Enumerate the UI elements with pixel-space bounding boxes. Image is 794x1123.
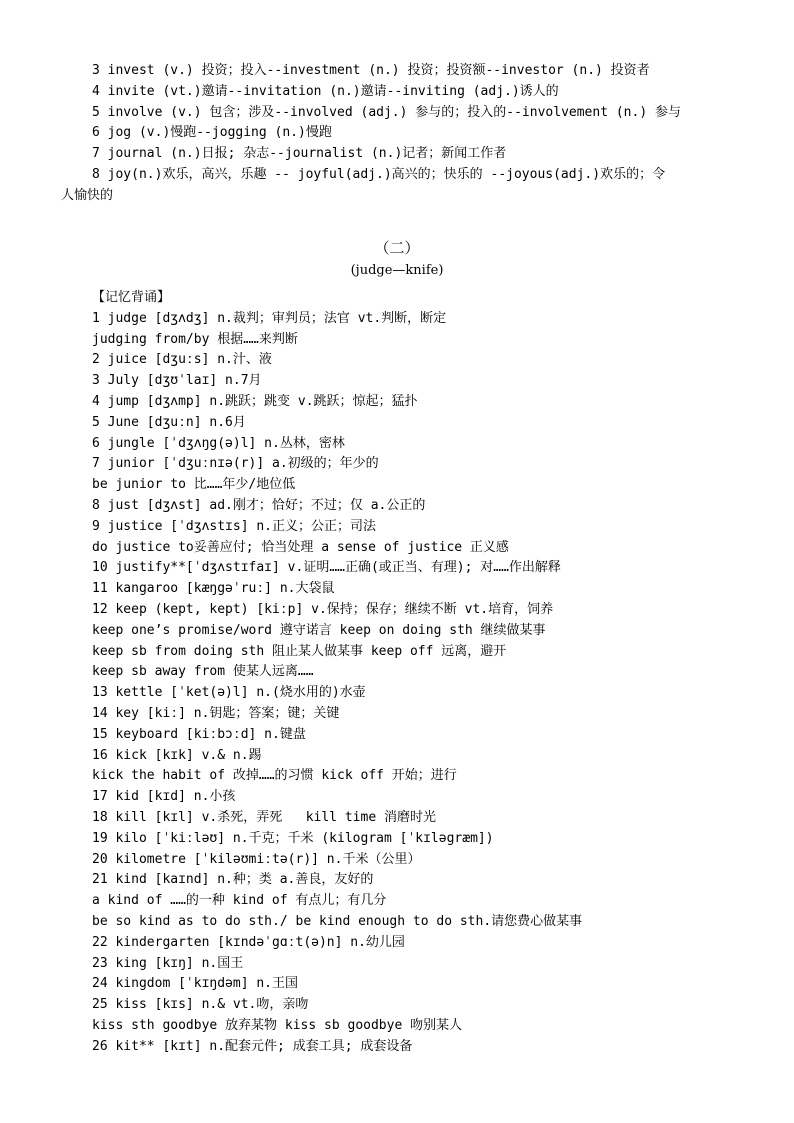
entry-line: 22 kindergarten [kɪndəˈgɑːt(ə)n] n.幼儿园 [92, 934, 405, 950]
entry-line: 7 junior [ˈdʒuːnɪə(r)] a.初级的；年少的 [92, 456, 379, 472]
section-title: （二） [374, 239, 420, 257]
list-item: 3 invest (v.) 投资；投入--investment (n.) 投资；投资额--investor (n.) 投资者 [92, 63, 650, 78]
entry-line: 4 jump [dʒʌmp] n.跳跃；跳变 v.跳跃；惊起；猛扑 [92, 393, 418, 409]
entry-line: 5 June [dʒuːn] n.6月 [92, 414, 246, 430]
entry-line: 17 kid [kɪd] n.小孩 [92, 789, 236, 805]
list-item: 7 journal (n.)日报; 杂志--journalist (n.)记者；新闻工作者 [92, 146, 507, 162]
list-item: 5 involve (v.) 包含；涉及--involved (adj.) 参与的；投入的--involvement (n.) 参与 [92, 104, 681, 120]
entry-line: 13 kettle [ˈket(ə)l] n.(烧水用的)水壶 [92, 685, 366, 701]
entry-line: 20 kilometre [ˈkiləʊmiːtə(r)] n.千米（公里） [92, 851, 421, 867]
entry-line: 12 keep (kept, kept) [kiːp] v.保持；保存；继续不断 vt.培育，饲养 [92, 601, 554, 617]
entry-line: 11 kangaroo [kæŋgəˈruː] n.大袋鼠 [92, 581, 335, 597]
top-word-list [0, 61, 794, 207]
entry-line: 26 kit** [kɪt] n.配套元件; 成套工具; 成套设备 [92, 1038, 413, 1054]
entry-line: keep one’s promise/word 遵守诺言 keep on doing sth 继续做某事 [92, 622, 546, 638]
entry-line: 16 kick [kɪk] v.& n.踢 [92, 747, 262, 763]
vocab-section [0, 288, 794, 1057]
entry-line: 15 keyboard [kiːbɔːd] n.键盘 [92, 726, 306, 742]
entry-line: 8 just [dʒʌst] ad.刚才；恰好；不过；仅 a.公正的 [92, 497, 426, 513]
entry-line: do justice to妥善应付; 恰当处理 a sense of justice 正义感 [92, 539, 509, 555]
entry-line: 1 judge [dʒʌdʒ] n.裁判；审判员；法官 vt.判断，断定 [92, 310, 447, 326]
entry-line: be junior to 比……年少/地位低 [92, 477, 296, 493]
entry-line: judging from/by 根据……来判断 [92, 331, 298, 347]
entry-line: 10 justify**[ˈdʒʌstɪfaɪ] v.证明……正确(或正当、有理); 对……作出解释 [92, 560, 561, 576]
entry-line: 19 kilo [ˈkiːləʊ] n.千克；千米 (kilogram [ˈkɪləgræm]) [92, 830, 494, 846]
section-header [0, 236, 794, 282]
list-item-continuation: 人愉快的 [61, 187, 114, 203]
section-heading: 【记忆背诵】 [92, 290, 171, 305]
entry-line: a kind of ……的一种 kind of 有点儿；有几分 [92, 893, 387, 909]
list-item: 6 jog (v.)慢跑--jogging (n.)慢跑 [92, 125, 332, 141]
entry-line: 2 juice [dʒuːs] n.汁、液 [92, 352, 272, 368]
entry-line: 14 key [kiː] n.钥匙；答案；键；关键 [92, 705, 340, 721]
entry-line: 18 kill [kɪl] v.杀死，弄死 kill time 消磨时光 [92, 809, 436, 825]
entry-line: 21 kind [kaɪnd] n.种；类 a.善良，友好的 [92, 872, 374, 888]
list-item: 4 invite (vt.)邀请--invitation (n.)邀请--inviting (adj.)诱人的 [92, 83, 559, 99]
list-item: 8 joy(n.)欢乐，高兴，乐趣 -- joyful(adj.)高兴的；快乐的 --joyous(adj.)欢乐的；令 [92, 166, 666, 182]
entry-line: kiss sth goodbye 放弃某物 kiss sb goodbye 吻别某人 [92, 1017, 463, 1033]
section-subtitle: (judge—knife) [350, 263, 444, 278]
entry-line: be so kind as to do sth./ be kind enough to do sth.请您费心做某事 [92, 913, 583, 929]
entry-line: 24 kingdom [ˈkɪŋdəm] n.王国 [92, 976, 299, 992]
entry-line: 25 kiss [kɪs] n.& vt.吻，亲吻 [92, 997, 309, 1013]
entry-line: keep sb from doing sth 阻止某人做某事 keep off 远离，避开 [92, 643, 507, 659]
entry-line: 3 July [dʒʊˈlaɪ] n.7月 [92, 373, 262, 389]
entry-line: kick the habit of 改掉……的习惯 kick off 开始；进行 [92, 768, 457, 784]
entry-line: 23 king [kɪŋ] n.国王 [92, 955, 244, 971]
entry-line: 6 jungle [ˈdʒʌŋg(ə)l] n.丛林，密林 [92, 435, 345, 451]
entry-line: keep sb away from 使某人远离…… [92, 664, 314, 680]
entry-line: 9 justice [ˈdʒʌstɪs] n.正义；公正；司法 [92, 518, 377, 534]
